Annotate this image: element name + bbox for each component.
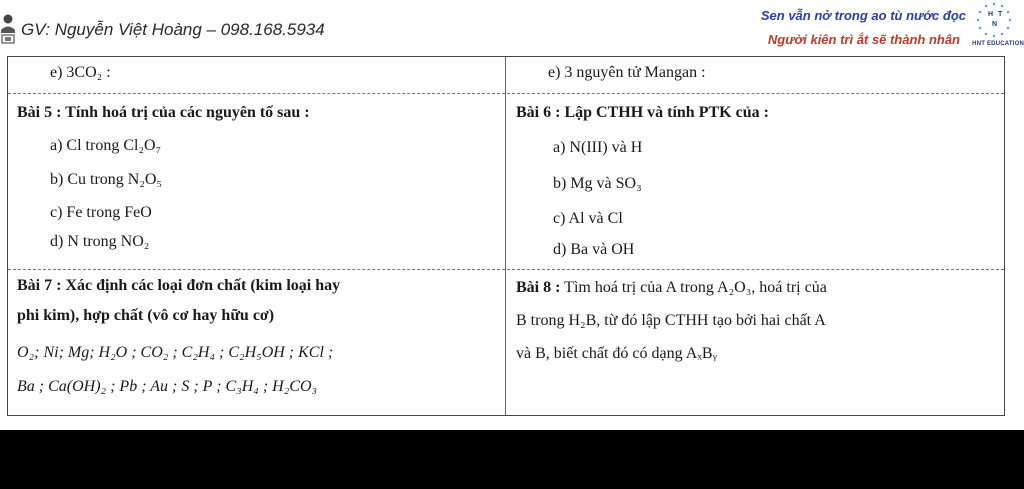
bai6-title: Bài 6 : Lập CTHH và tính PTK của : xyxy=(516,104,769,121)
bai6-item-b: b) Mg và SO₃ xyxy=(553,175,642,192)
top-right-item: e) 3 nguyên tử Mangan : xyxy=(548,64,706,81)
slogan-line-1: Sen vẫn nở trong ao tù nước đọc xyxy=(760,8,966,23)
bai5-title: Bài 5 : Tính hoá trị của các nguyên tố sau : xyxy=(17,104,310,121)
slogan-line-2: Người kiên trì ắt sẽ thành nhân xyxy=(767,32,960,47)
row-divider xyxy=(8,269,1004,270)
bai5-item-b: b) Cu trong N₂O₅ xyxy=(50,171,163,188)
bai7-title-line-2: phi kim), hợp chất (vô cơ hay hữu cơ) xyxy=(17,307,275,324)
brand-name: HNT EDUCATION xyxy=(972,41,1024,47)
row-divider xyxy=(8,93,1004,94)
teacher-avatar-icon xyxy=(0,14,16,44)
svg-text:N: N xyxy=(992,21,998,28)
bai6-item-a: a) N(III) và H xyxy=(553,139,643,156)
bai7-substances-line-2: Ba ; Ca(OH)₂ ; Pb ; Au ; S ; P ; C₃H₄ ; H₂CO₃ xyxy=(17,378,318,395)
bai5-item-d: d) N trong NO₂ xyxy=(50,233,150,250)
bai8-line-2: B trong H₂B, từ đó lập CTHH tạo bởi hai chất A xyxy=(516,312,826,329)
page-header xyxy=(0,0,1024,56)
bai8-line-3: và B, biết chất đó có dạng AₓBᵧ xyxy=(516,345,717,362)
column-divider xyxy=(505,57,506,415)
svg-text:T: T xyxy=(998,11,1003,18)
exercise-table xyxy=(7,56,1005,416)
bai8-line-1 xyxy=(516,279,827,297)
svg-text:H: H xyxy=(988,11,994,18)
bai6-item-d: d) Ba và OH xyxy=(553,241,635,258)
bai6-item-c: c) Al và Cl xyxy=(553,210,623,227)
bai5-item-c: c) Fe trong FeO xyxy=(50,204,152,221)
brand-logo-icon xyxy=(964,0,1024,56)
bai5-item-a: a) Cl trong Cl₂O₇ xyxy=(50,137,162,154)
top-left-item: e) 3CO₂ : xyxy=(50,64,111,81)
bai7-title-line-1: Bài 7 : Xác định các loại đơn chất (kim loại hay xyxy=(17,277,341,294)
black-bottom-band xyxy=(0,430,1024,489)
bai7-substances-line-1: O₂; Ni; Mg; H₂O ; CO₂ ; C₂H₄ ; C₂H₅OH ; KCl ; xyxy=(17,344,334,361)
teacher-name: GV: Nguyễn Việt Hoàng – 098.168.5934 xyxy=(21,20,325,39)
bai8-label: Bài 8 : xyxy=(516,279,561,296)
bai8-text-1: Tìm hoá trị của A trong A₂O₃, hoá trị của xyxy=(560,279,827,296)
